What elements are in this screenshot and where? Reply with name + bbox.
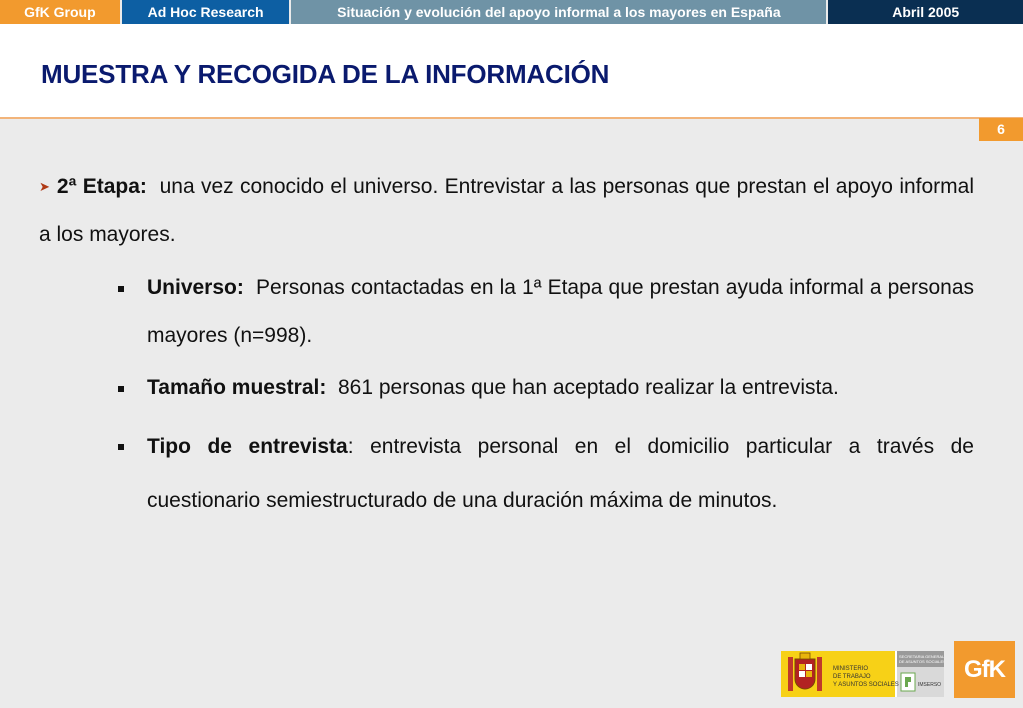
svg-text:DE ASUNTOS SOCIALES: DE ASUNTOS SOCIALES — [899, 659, 944, 664]
page-number-badge: 6 — [979, 118, 1023, 141]
square-bullet-icon — [118, 286, 124, 292]
bullet-label: Tamaño muestral: — [147, 376, 327, 399]
svg-text:IMSERSO: IMSERSO — [918, 682, 942, 688]
arrow-bullet-icon: ➤ — [39, 179, 50, 194]
ministry-logo — [781, 651, 944, 697]
bullet-label: Tipo de entrevista — [147, 435, 348, 458]
bullet-text: 861 personas que han aceptado realizar la entrevista. — [338, 376, 839, 399]
square-bullet-icon — [118, 386, 124, 392]
bullet-tipo-entrevista — [118, 420, 974, 528]
svg-text:Y ASUNTOS SOCIALES: Y ASUNTOS SOCIALES — [833, 682, 899, 688]
top-bar — [0, 0, 1023, 24]
etapa-paragraph — [39, 163, 974, 259]
svg-text:SECRETARIA GENERAL: SECRETARIA GENERAL — [899, 654, 944, 659]
imserso-icon — [901, 673, 915, 691]
bullet-tamano-muestral — [118, 364, 974, 412]
gfk-logo: GfK — [954, 641, 1015, 698]
bullet-universo — [118, 264, 974, 360]
etapa-text: una vez conocido el universo. Entrevistar a las personas que prestan el apoyo informal a los mayores. — [39, 175, 975, 246]
company-tab: GfK Group — [0, 0, 120, 24]
study-title-tab: Situación y evolución del apoyo informal a los mayores en España — [291, 0, 826, 24]
bullet-text: : entrevista personal en el domicilio particular a través de cuestionario semiestructurado de una duración máxima de minutos. — [147, 435, 974, 512]
bullet-text: Personas contactadas en la 1ª Etapa que prestan ayuda informal a personas mayores (n=998). — [147, 276, 974, 347]
page-title: MUESTRA Y RECOGIDA DE LA INFORMACIÓN — [41, 59, 610, 89]
etapa-label: 2ª Etapa: — [56, 175, 147, 198]
date-tab: Abril 2005 — [828, 0, 1023, 24]
svg-text:MINISTERIO: MINISTERIO — [833, 666, 869, 672]
square-bullet-icon — [118, 444, 124, 450]
slide-header — [0, 24, 1023, 119]
svg-text:DE TRABAJO: DE TRABAJO — [833, 674, 871, 680]
bullet-label: Universo: — [147, 276, 244, 299]
ministry-logo-graphic — [781, 651, 944, 697]
division-tab: Ad Hoc Research — [122, 0, 290, 24]
